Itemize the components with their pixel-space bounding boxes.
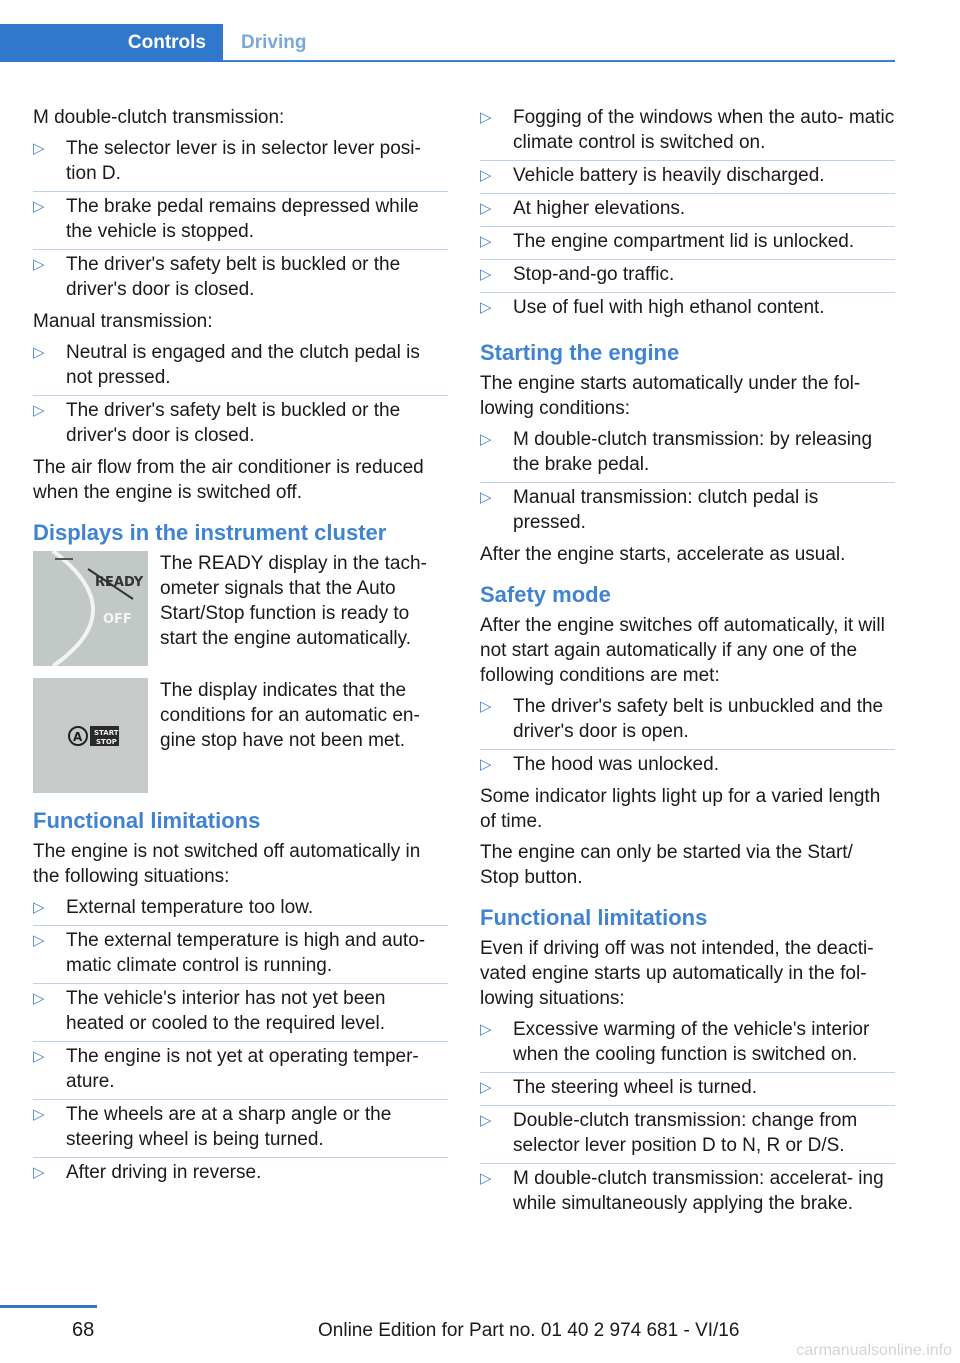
triangle-bullet-icon: ▷ [33,140,45,157]
limits-list-left [33,895,448,1190]
limits-heading-right: Functional limitations [480,905,708,930]
triangle-bullet-icon: ▷ [480,489,492,506]
watermark: carmanualsonline.info [796,1342,952,1359]
tab-controls[interactable]: Controls [0,24,223,62]
triangle-bullet-icon: ▷ [480,167,492,184]
list-item: ▷ Double-clutch transmission: change from selector lever position D to N, R or D/S. [480,1108,895,1164]
list-item: ▷ The driver's safety belt is unbuckled and the driver's door is open. [480,694,895,750]
list-item: ▷ The brake pedal remains depressed while the vehicle is stopped. [33,194,448,250]
list-item: ▷ The steering wheel is turned. [480,1075,895,1106]
starting-intro: The engine starts automatically under the fol‐ lowing conditions: [480,373,861,419]
triangle-bullet-icon: ▷ [480,698,492,715]
list-item: ▷ Excessive warming of the vehicle's interior when the cooling function is switched on. [480,1017,895,1073]
list-item: ▷ The engine compartment lid is unlocked. [480,229,895,260]
off-label: OFF [103,612,132,627]
svg-text:A: A [73,730,83,744]
list-item: ▷ External temperature too low. [33,895,448,926]
tachometer-ready-image [33,551,148,666]
triangle-bullet-icon: ▷ [33,1164,45,1181]
limits-intro-left: The engine is not switched off automatically in the following situations: [33,841,421,887]
auto-start-stop-icon [33,678,148,793]
limits-list-right [480,1017,895,1221]
list-item: ▷ The vehicle's interior has not yet been heated or cooled to the required level. [33,986,448,1042]
manual-list [33,340,448,453]
triangle-bullet-icon: ▷ [480,1021,492,1038]
safety-note-1: Some indicator lights light up for a varied length of time. [480,786,881,832]
triangle-bullet-icon: ▷ [480,1079,492,1096]
airflow-note: The air flow from the air conditioner is reduced when the engine is switched off. [33,457,424,503]
auto-start-stop-image [33,678,148,793]
safety-note-2: The engine can only be started via the Start/ Stop button. [480,842,853,888]
online-edition-label: Online Edition for Part no. 01 40 2 974 681 - VI/16 [318,1320,740,1341]
triangle-bullet-icon: ▷ [480,431,492,448]
manual-label: Manual transmission: [33,311,213,332]
safety-intro: After the engine switches off automatically, it will not start again automatically if any one of the following conditions are met: [480,615,885,686]
triangle-bullet-icon: ▷ [480,299,492,316]
list-item: ▷ Fogging of the windows when the auto‐ matic climate control is switched on. [480,105,895,161]
limits-continued-list [480,105,895,325]
no-stop-figure [33,678,448,793]
list-item: ▷ M double-clutch transmission: accelerat‐ ing while simultaneously applying the brake. [480,1168,884,1214]
triangle-bullet-icon: ▷ [33,198,45,215]
svg-text:STOP: STOP [96,738,117,746]
triangle-bullet-icon: ▷ [480,756,492,773]
starting-after: After the engine starts, accelerate as usual. [480,544,846,565]
triangle-bullet-icon: ▷ [480,1170,492,1187]
page-number: 68 [72,1319,95,1341]
no-stop-text: The display indicates that the conditions for an automatic en‐ gine stop have not been met. [160,680,420,751]
triangle-bullet-icon: ▷ [33,344,45,361]
triangle-bullet-icon: ▷ [33,1048,45,1065]
safety-heading: Safety mode [480,582,611,607]
ready-display-text: The READY display in the tach‐ ometer signals that the Auto Start/Stop function is ready to start the engine automatically. [160,553,427,649]
list-item: ▷ The hood was unlocked. [480,754,719,775]
list-item: ▷ The selector lever is in selector lever posi‐ tion D. [33,136,448,192]
triangle-bullet-icon: ▷ [33,256,45,273]
svg-text:START: START [94,729,119,737]
list-item: ▷ Vehicle battery is heavily discharged. [480,163,895,194]
list-item: ▷ After driving in reverse. [33,1162,262,1183]
mdct-intro: M double-clutch transmission: [33,107,285,128]
list-item: ▷ The driver's safety belt is buckled or the driver's door is closed. [33,400,401,446]
triangle-bullet-icon: ▷ [33,990,45,1007]
limits-heading-left: Functional limitations [33,808,261,833]
tachometer-icon [33,551,148,666]
list-item: ▷ M double-clutch transmission: by releasing the brake pedal. [480,427,895,483]
triangle-bullet-icon: ▷ [33,1106,45,1123]
triangle-bullet-icon: ▷ [33,899,45,916]
triangle-bullet-icon: ▷ [480,200,492,217]
triangle-bullet-icon: ▷ [480,109,492,126]
ready-display-figure [33,551,448,666]
tab-driving[interactable]: Driving [241,32,307,53]
list-item: ▷ Manual transmission: clutch pedal is pressed. [480,487,819,533]
displays-heading: Displays in the instrument cluster [33,520,387,545]
list-item: ▷ At higher elevations. [480,196,895,227]
list-item: ▷ Stop-and-go traffic. [480,262,895,293]
mdct-list [33,136,448,307]
list-item: ▷ Neutral is engaged and the clutch pedal is not pressed. [33,340,448,396]
triangle-bullet-icon: ▷ [480,233,492,250]
footer-rule [0,1305,97,1308]
safety-list [480,694,895,782]
list-item: ▷ Use of fuel with high ethanol content. [480,297,825,318]
triangle-bullet-icon: ▷ [33,402,45,419]
right-column [480,105,895,1223]
ready-label: READY [95,575,144,590]
left-column [33,105,448,1192]
starting-list [480,427,895,540]
list-item: ▷ The driver's safety belt is buckled or the driver's door is closed. [33,254,401,300]
list-item: ▷ The wheels are at a sharp angle or the steering wheel is being turned. [33,1102,448,1158]
triangle-bullet-icon: ▷ [480,266,492,283]
starting-heading: Starting the engine [480,340,680,365]
header-tabbar [0,0,895,62]
list-item: ▷ The external temperature is high and auto‐ matic climate control is running. [33,928,448,984]
list-item: ▷ The engine is not yet at operating temper‐ ature. [33,1044,448,1100]
limits-intro-right: Even if driving off was not intended, the deacti‐ vated engine starts up automatically in the fol‐ lowing situations: [480,938,874,1009]
triangle-bullet-icon: ▷ [33,932,45,949]
triangle-bullet-icon: ▷ [480,1112,492,1129]
